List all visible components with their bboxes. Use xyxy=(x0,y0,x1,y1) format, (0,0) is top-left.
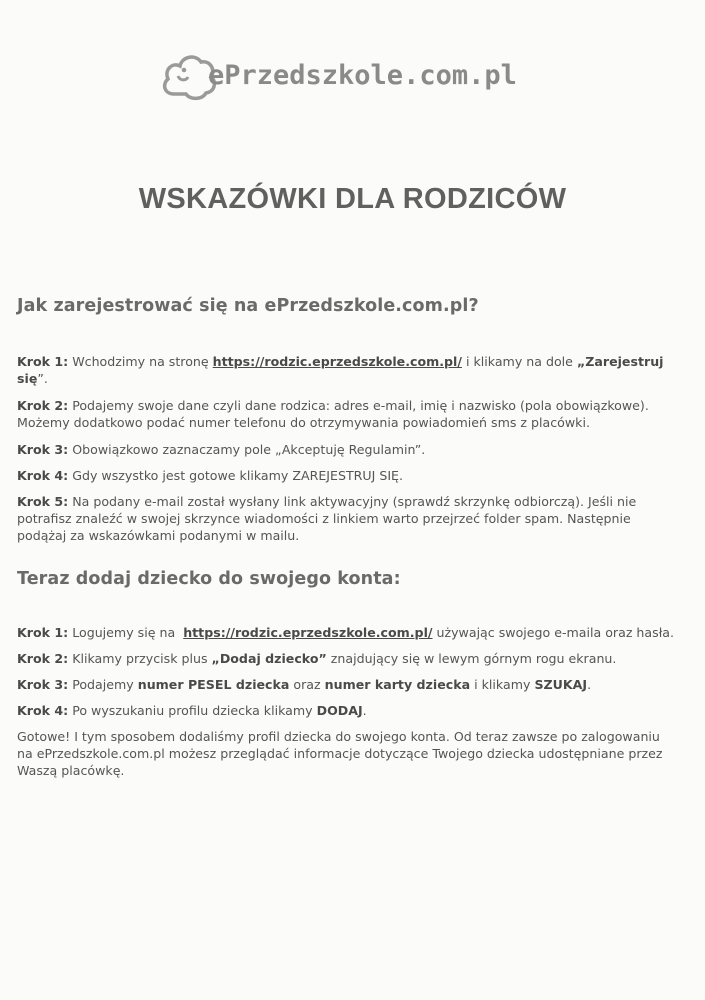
logo-text: ePrzedszkole.com.pl xyxy=(208,60,517,91)
step-label: Krok 3: xyxy=(17,677,69,692)
register-step-5: Krok 5: Na podany e-mail został wysłany link aktywacyjny (sprawdź skrzynkę odbiorczą). Jeśli nie potrafisz znaleźć w swojej skrzynce wiadomości z linkiem warto przejrzeć folder spam. Następnie podążaj za wskazówkami podanymi w mailu. xyxy=(17,494,637,543)
add-child-step-3: Krok 3: Podajemy numer PESEL dziecka oraz numer karty dziecka i klikamy SZUKAJ. xyxy=(17,677,592,692)
register-step-2: Krok 2: Podajemy swoje dane czyli dane rodzica: adres e-mail, imię i nazwisko (pola obowiązkowe). Możemy dodatkowo podać numer telefonu do otrzymywania powiadomień sms z placówki. xyxy=(17,398,649,430)
step-label: Krok 4: xyxy=(17,703,69,718)
section-heading-register: Jak zarejestrować się na ePrzedszkole.com.pl? xyxy=(17,296,479,316)
step-label: Krok 2: xyxy=(17,651,69,666)
summary-text: Gotowe! I tym sposobem dodaliśmy profil dziecka do swojego konta. Od teraz zawsze po zalogowaniu na ePrzedszkole.com.pl możesz przeglądać informacje dotyczące Twojego dziecka udostępniane przez Waszą placówkę. xyxy=(17,729,663,778)
step-label: Krok 3: xyxy=(17,442,69,457)
register-step-1: Krok 1: Wchodzimy na stronę https://rodzic.eprzedszkole.com.pl/ i klikamy na dole „Zarejestruj się”. xyxy=(17,354,664,386)
login-link[interactable]: https://rodzic.eprzedszkole.com.pl/ xyxy=(183,625,433,640)
register-step-4: Krok 4: Gdy wszystko jest gotowe klikamy ZAREJESTRUJ SIĘ. xyxy=(17,468,403,483)
step-label: Krok 4: xyxy=(17,468,69,483)
add-child-step-4: Krok 4: Po wyszukaniu profilu dziecka klikamy DODAJ. xyxy=(17,703,367,718)
register-link[interactable]: https://rodzic.eprzedszkole.com.pl/ xyxy=(212,354,462,369)
add-child-step-1: Krok 1: Logujemy się na https://rodzic.eprzedszkole.com.pl/ używając swojego e-maila oraz hasła. xyxy=(17,625,674,640)
step-label: Krok 1: xyxy=(17,354,69,369)
step-label: Krok 1: xyxy=(17,625,69,640)
page-title: WSKAZÓWKI DLA RODZICÓW xyxy=(138,183,567,215)
register-step-3: Krok 3: Obowiązkowo zaznaczamy pole „Akceptuję Regulamin”. xyxy=(17,442,426,457)
section-heading-add-child: Teraz dodaj dziecko do swojego konta: xyxy=(17,569,401,589)
step-label: Krok 2: xyxy=(17,398,69,413)
logo xyxy=(160,50,520,110)
step-label: Krok 5: xyxy=(17,494,69,509)
content xyxy=(17,296,677,779)
add-child-step-2: Krok 2: Klikamy przycisk plus „Dodaj dziecko” znajdujący się w lewym górnym rogu ekranu. xyxy=(17,651,617,666)
